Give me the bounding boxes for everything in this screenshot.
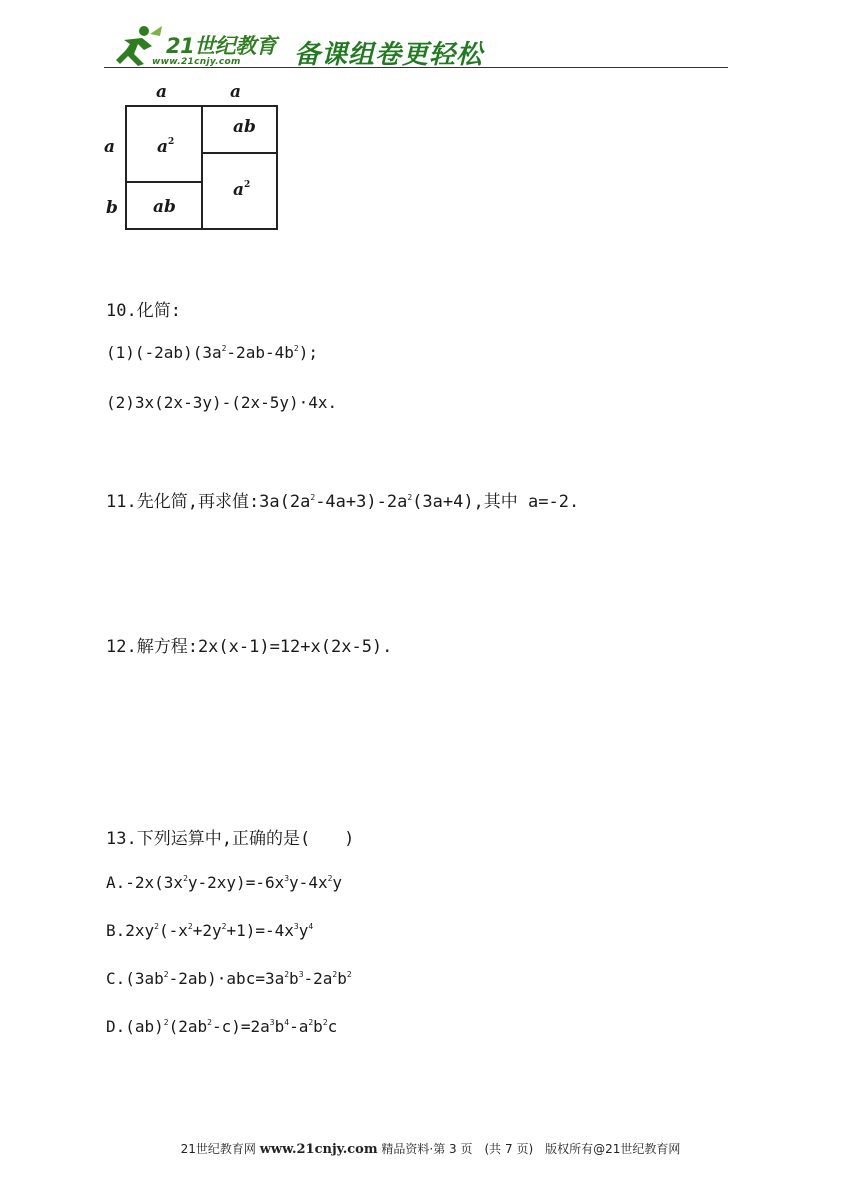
side-label-top: a <box>104 137 116 157</box>
cell-ab-left <box>125 181 203 230</box>
area-diagram <box>100 82 290 234</box>
cell-text: a <box>157 137 169 157</box>
option-b[interactable]: $B.2xy^2(-x^2+2y^2+1)=-4x^3y^4$ <box>106 921 314 940</box>
footer-site-link[interactable]: www.21cnjy.com <box>259 1142 378 1157</box>
cell-a-squared-right <box>201 152 278 230</box>
header-banner <box>104 22 728 70</box>
header-divider <box>104 67 728 68</box>
brand-url[interactable]: www.21cnjy.com <box>152 57 241 67</box>
exponent: 2 <box>244 180 251 190</box>
option-d[interactable]: $D.(ab)^2(2ab^2-c)=2a^3b^4-a^2b^2c$ <box>106 1017 338 1036</box>
exponent: 2 <box>168 137 175 147</box>
header-slogan: 备课组卷更轻松 <box>294 40 484 70</box>
brand-name: 21世纪教育 <box>166 34 277 58</box>
question-10-part-2: (2)3x(2x-3y)-(2x-5y)·4x. <box>106 393 338 412</box>
top-label-right: a <box>230 82 242 102</box>
cell-text: a <box>233 180 245 200</box>
cell-ab-right <box>201 105 278 154</box>
question-12: 12.解方程:2x(x-1)=12+x(2x-5). <box>106 637 393 657</box>
question-13-title: 13.下列运算中,正确的是( ) <box>106 829 355 849</box>
top-label-left: a <box>156 82 168 102</box>
question-10-part-1: $(1)(-2ab)(3a^2-2ab-4b^2)$; <box>106 343 318 362</box>
question-10-title: 10.化简: <box>106 301 181 321</box>
question-11: 11.先化简,再求值$:3a(2a^2-4a+3)-2a^2(3a+4)$,其中 a=-2. <box>106 492 580 512</box>
option-c[interactable]: $C.(3ab^2-2ab)\cdot abc=3a^2b^3-2a^2b^2$ <box>106 969 352 988</box>
option-a[interactable]: $A.-2x(3x^2y-2xy)=-6x^3y-4x^2y$ <box>106 873 343 892</box>
footer-left: 21世纪教育网 <box>180 1142 256 1156</box>
footer-right: 精品资料·第 3 页 (共 7 页) 版权所有@21世纪教育网 <box>381 1142 681 1156</box>
cell-text: ab <box>233 117 256 137</box>
side-label-bottom: b <box>106 198 118 218</box>
cell-text: ab <box>153 197 176 217</box>
page-footer <box>0 1140 861 1157</box>
cell-a-squared-left <box>125 105 203 183</box>
